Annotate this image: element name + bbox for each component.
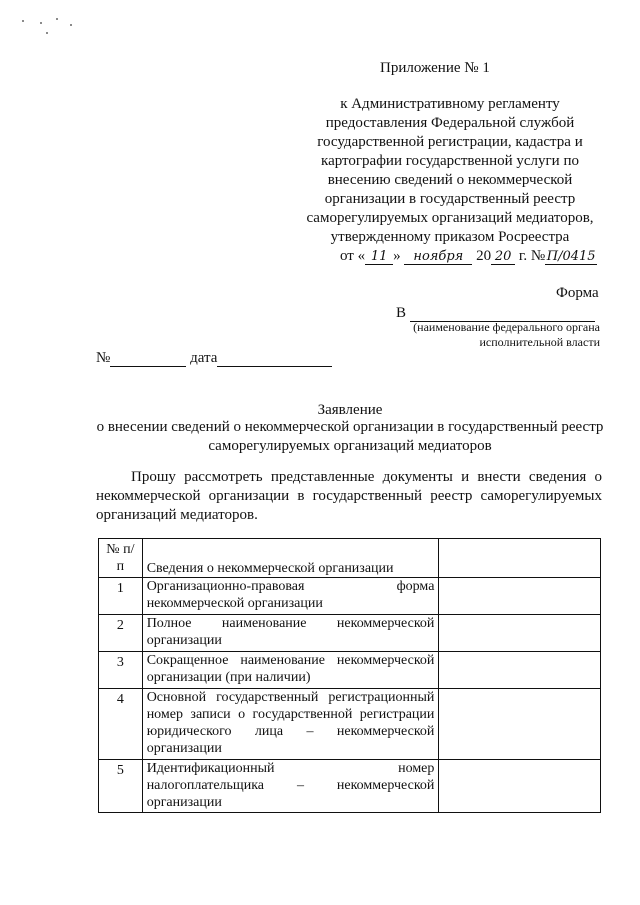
order-day: 11 <box>365 249 393 265</box>
row-4-num: 4 <box>99 689 143 760</box>
order-sep: » <box>393 248 401 264</box>
organization-info-table <box>98 538 601 813</box>
row-1-info: Организационно-правовая форма некоммерческой организации <box>142 578 439 615</box>
order-prefix: от « <box>340 248 366 264</box>
order-number: П/0415 <box>546 249 596 264</box>
request-paragraph: Прошу рассмотреть представленные документы и внести сведения о некоммерческой организации в государственный реестр саморегулируемых организаций медиаторов. <box>96 469 602 523</box>
row-3-value[interactable] <box>439 652 601 689</box>
row-5-num: 5 <box>99 760 143 813</box>
table-row <box>99 689 601 760</box>
number-label: № <box>96 350 111 366</box>
row-1-num: 1 <box>99 578 143 615</box>
header-value <box>439 539 601 578</box>
row-2-info: Полное наименование некоммерческой организации <box>142 615 439 652</box>
row-3-info: Сокращенное наименование некоммерческой организации (при наличии) <box>142 652 439 689</box>
row-3-num: 3 <box>99 652 143 689</box>
header-num: № п/п <box>99 539 143 578</box>
order-line <box>340 248 597 265</box>
application-title: Заявление <box>317 402 383 418</box>
organ-note: (наименование федерального органа исполнительной власти <box>413 320 600 349</box>
date-field[interactable] <box>217 352 332 367</box>
order-year-prefix: 20 <box>476 248 492 264</box>
table-row <box>99 578 601 615</box>
registration-line <box>96 350 332 367</box>
number-field[interactable] <box>110 352 186 367</box>
order-year: 20 <box>491 249 515 265</box>
order-month: ноября <box>404 249 472 265</box>
order-number-prefix: г. № <box>518 248 546 264</box>
date-label: дата <box>190 350 218 366</box>
application-subtitle: о внесении сведений о некоммерческой организации в государственный реестр саморегулируемых организаций медиаторов <box>96 419 604 454</box>
table-row <box>99 615 601 652</box>
row-4-info: Основной государственный регистрационный номер записи о государственной регистрации юридического лица – некоммерческой организации <box>142 689 439 760</box>
row-5-value[interactable] <box>439 760 601 813</box>
row-1-value[interactable] <box>439 578 601 615</box>
header-info: Сведения о некоммерческой организации <box>142 539 439 578</box>
form-label: Форма <box>556 285 599 301</box>
row-4-value[interactable] <box>439 689 601 760</box>
addressee-prefix: В <box>396 305 407 321</box>
table-row <box>99 760 601 813</box>
table-header-row <box>99 539 601 578</box>
row-5-info: Идентификационный номер налогоплательщика – некоммерческой организации <box>142 760 439 813</box>
row-2-value[interactable] <box>439 615 601 652</box>
table-row <box>99 652 601 689</box>
regulation-reference: к Административному регламенту предоставления Федеральной службой государственной регистрации, кадастра и картографии государственной услуги по внесению сведений о некоммерческой организации в государственный реестр саморегулируемых организаций медиаторов, утвержденному приказом Росреестра <box>306 96 594 245</box>
annex-title: Приложение № 1 <box>380 60 490 76</box>
row-2-num: 2 <box>99 615 143 652</box>
